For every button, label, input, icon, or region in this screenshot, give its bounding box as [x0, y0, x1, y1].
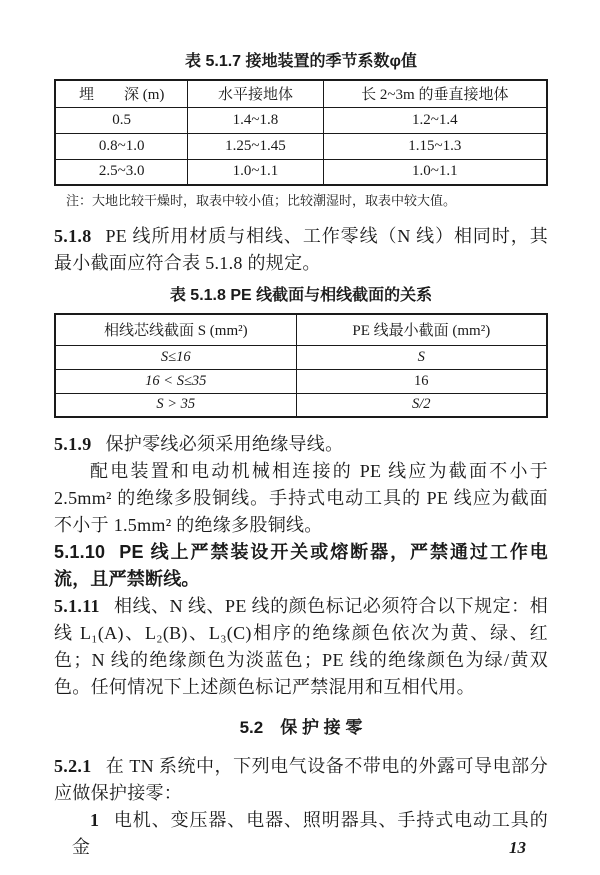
table-cell: 0.5: [55, 107, 188, 133]
clause-number: 5.1.11: [54, 596, 100, 616]
clause-text: 在 TN 系统中，下列电气设备不带电的外露可导电部分应做保护接零：: [54, 756, 548, 803]
clause-5-1-11: [54, 593, 548, 701]
table-5-1-8-title: 表 5.1.8 PE 线截面与相线截面的关系: [169, 287, 433, 304]
table-row: [55, 393, 547, 417]
clause-number: 5.1.10: [54, 542, 106, 562]
table-header-row: [55, 80, 547, 107]
column-header-pe-min-section: PE 线最小截面 (mm²): [296, 314, 547, 345]
table-header-row: [55, 314, 547, 345]
table-body: [55, 345, 547, 417]
table-cell: S: [296, 345, 547, 369]
table-pe-cross-section: [54, 313, 548, 418]
table-cell: 1.4~1.8: [188, 107, 323, 133]
column-header-depth: 埋 深 (m): [55, 80, 188, 107]
table-row: [55, 133, 547, 159]
clause-number: 5.2.1: [54, 756, 92, 776]
table-cell: S/2: [296, 393, 547, 417]
table-row: [55, 369, 547, 393]
clause-5-1-8: [54, 223, 548, 277]
table-cell: 1.0~1.1: [188, 159, 323, 185]
item-number: 1: [90, 810, 100, 830]
clause-5-1-9-paragraph: 配电装置和电动机械相连接的 PE 线应为截面不小于 2.5mm² 的绝缘多股铜线。手持式电动工具的 PE 线应为截面不小于 1.5mm² 的绝缘多股铜线。: [54, 461, 548, 535]
table-cell: 1.0~1.1: [323, 159, 547, 185]
clause-text: 相线、N 线、PE 线的颜色标记必须符合以下规定：相线 L₁(A)、L₂(B)、L₃(C)相序的绝缘颜色依次为黄、绿、红色；N 线的绝缘颜色为淡蓝色；PE 线的绝缘颜色为绿/黄双色。任何情况下上述颜色标记严禁混用和互相代用。: [54, 596, 548, 697]
clause-text: PE 线上严禁装设开关或熔断器，严禁通过工作电流，且严禁断线。: [54, 542, 548, 589]
item-text: 电机、变压器、电器、照明器具、手持式电动工具的金: [72, 810, 548, 857]
clause-text: 保护零线必须采用绝缘导线。: [105, 434, 344, 454]
table-cell: 1.15~1.3: [323, 133, 547, 159]
table-row: [55, 159, 547, 185]
column-header-phase-section: 相线芯线截面 S (mm²): [55, 314, 296, 345]
clause-number: 5.1.8: [54, 226, 92, 246]
clause-number: 5.1.9: [54, 434, 92, 454]
table-note: 注：大地比较干燥时，取表中较小值；比较潮湿时，取表中较大值。: [66, 193, 457, 208]
table-cell: 2.5~3.0: [55, 159, 188, 185]
column-header-vertical: 长 2~3m 的垂直接地体: [323, 80, 547, 107]
table-body: [55, 107, 547, 185]
clause-5-1-9: [54, 431, 548, 458]
table-cell: S > 35: [55, 393, 296, 417]
table-cell: 1.25~1.45: [188, 133, 323, 159]
table-seasonal-coefficient: [54, 79, 548, 186]
column-header-horizontal: 水平接地体: [188, 80, 323, 107]
table-cell: 16: [296, 369, 547, 393]
clause-5-1-10: [54, 539, 548, 593]
clause-5-2-1: [54, 753, 548, 807]
table-row: [55, 345, 547, 369]
table-cell: S≤16: [55, 345, 296, 369]
table-row: [55, 107, 547, 133]
list-item-1: [54, 807, 548, 861]
table-cell: 1.2~1.4: [323, 107, 547, 133]
page-number: 13: [509, 838, 526, 857]
table-cell: 0.8~1.0: [55, 133, 188, 159]
table-5-1-7-title: 表 5.1.7 接地装置的季节系数φ值: [185, 53, 417, 70]
table-cell: 16 < S≤35: [55, 369, 296, 393]
section-5-2-heading: 5.2 保 护 接 零: [239, 718, 363, 737]
clause-text: PE 线所用材质与相线、工作零线（N 线）相同时，其最小截面应符合表 5.1.8 的规定。: [54, 226, 548, 273]
